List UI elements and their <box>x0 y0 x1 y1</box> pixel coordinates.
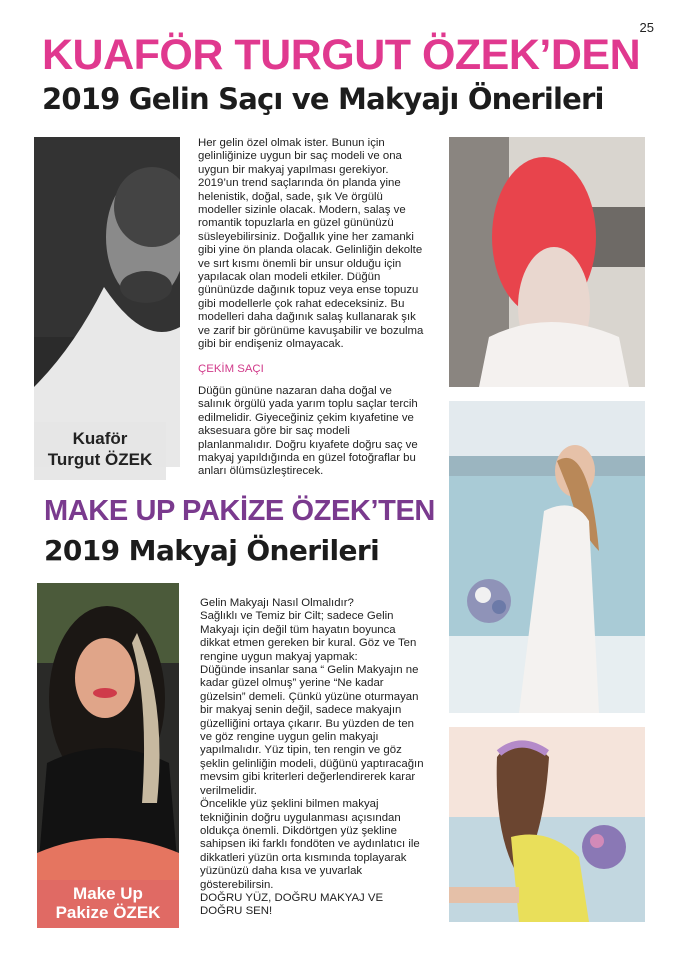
page-title: KUAFÖR TURGUT ÖZEK’DEN <box>42 31 641 79</box>
shooting-hair-heading: ÇEKİM SAÇI <box>198 363 264 375</box>
caption-line: Pakize ÖZEK <box>55 903 161 922</box>
bride-hair-icon <box>449 137 645 387</box>
portrait-man-icon <box>34 137 180 467</box>
makeup-section-subtitle: 2019 Makyaj Önerileri <box>44 534 380 567</box>
caption-line: Kuaför <box>72 429 128 448</box>
bride-flower-crown-photo <box>449 727 645 922</box>
bride-beach-icon <box>449 401 645 713</box>
bride-red-hair-photo <box>449 137 645 387</box>
caption-line: Make Up <box>73 884 143 903</box>
page-number: 25 <box>639 20 654 35</box>
pakize-ozek-photo <box>37 583 179 923</box>
pakize-ozek-caption <box>37 880 179 928</box>
caption-line: Turgut ÖZEK <box>47 450 153 469</box>
bride-flower-crown-icon <box>449 727 645 922</box>
makeup-advice-paragraph: Gelin Makyajı Nasıl Olmalıdır? Sağlıklı ve Temiz bir Cilt; sadece Gelin Makyajı için değil tüm hayatın boyunca dikkat etmen gereken bir kural. Göz ve Ten rengine uygun makyaj yapmak: Düğünde insanlar sana “ Gelin Makyajın ne kadar güzel olmuş” yerine “Ne kadar güzelsin” demeli. Çünkü yüzüne oturmayan bir makyaj senin değil, sadece makyajın güzelliğini ortaya çıkarır. Bu yüzden de ten ve göz rengine uygun gelin makyajı yapılmalıdır. Yüz tipin, ten rengin ve göz şeklin gelinliğin modeli, düğünü yaptıracağın mevsim gibi kriterleri değerlendirerek karar verilmelidir. Öncelikle yüz şeklini bilmen makyaj tekniğinin doğru uygulanması açısından oldukça önemli. Dikdörtgen yüz şekline sahipsen iki farklı fondöten ve aydınlatıcı ile dikkatleri yüzün orta kısmında toplayarak yüzünüzü daha kısa ve yuvarlak gösterebilirsin. DOĞRU YÜZ, DOĞRU MAKYAJ VE DOĞRU SEN! <box>200 597 424 918</box>
portrait-woman-icon <box>37 583 179 923</box>
makeup-section-title: MAKE UP PAKİZE ÖZEK’TEN <box>44 495 435 527</box>
turgut-ozek-photo <box>34 137 180 467</box>
turgut-ozek-caption <box>34 422 166 480</box>
bride-beach-photo <box>449 401 645 713</box>
hair-advice-paragraph: Her gelin özel olmak ister. Bunun için gelinliğinize uygun bir saç modeli ve ona uygun bir makyaj yapılması gerekiyor. 2019’un trend saçlarında ön planda yine helenistik, doğal, sade, şık Ve örgülü modeller sizinle olacak. Modern, salaş ve romantik topuzlarla en güzel gününüzü süsleyebilirsiniz. Doğallık yine her zamanki gibi yine ön planda olacak. Gelinliğin dekolte ve sırt kısmı önemli bir unsur olduğu için yapılacak olan modeli etkiler. Düğün gününüzde dağınık topuz veya ense topuzu gibi modellerle çok rahat edeceksiniz. Bu modelleri daha dağınık salaş kullanarak şık ve zarif bir görünüme kavuşabilir ve bozulma gibi bir endişeniz olmayacak. <box>198 137 424 351</box>
page-subtitle: 2019 Gelin Saçı ve Makyajı Önerileri <box>42 82 604 116</box>
shooting-hair-paragraph: Düğün gününe nazaran daha doğal ve salınık örgülü yada yarım toplu saçlar tercih edilmelidir. Giyeceğiniz çekim kıyafetine ve aksesuara göre bir saç modeli planlanmalıdır. Doğru kıyafete doğru saç ve makyaj yapıldığında en güzel fotoğraflar bu anları ölümsüzleştirecek. <box>198 385 418 478</box>
